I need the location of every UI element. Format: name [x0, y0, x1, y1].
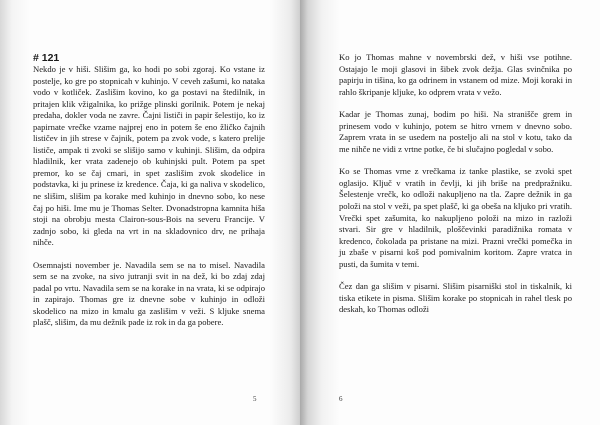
paragraph: Čez dan ga slišim v pisarni. Slišim pisarniški stol in tiskalnik, ki tiska etikete in pisma. Slišim korake po stopnicah in rahel tlesk po deskah, ko Thomas odloži — [339, 281, 572, 315]
paragraph: Nekdo je v hiši. Slišim ga, ko hodi po sobi zgoraj. Ko vstane iz postelje, ko gre po stopnicah v kuhinjo. V ceveh zašumi, ko nataka vodo v kotliček. Zaslišim kovino, ko ga postavi na štedilnik, in pritajen klik vžigalnika, ko prižge plinski gorilnik. Potem je nekaj predaha, dokler voda ne zavre. Čajni lističi in papir šelestijo, ko iz papirnate vrečke vzame najprej eno in potem še eno žličko čajnih lističev in jih strese v čajnik, potem pa zvok vode, s katero prelije lističe, ampak ti zvoki se slišijo samo v kuhinji. Slišim, da odpira hladilnik, ker vrata zadenejo ob kuhinjski pult. Potem pa spet premor, ko se čaj cmari, in spet zaslišim zvok skodelice in podstavka, ki ju prinese iz kredence. Čaja, ki ga naliva v skodelico, ne slišim, slišim pa korake med kuhinjo in dnevno sobo, ko nese čaj po hiši. Ime mu je Thomas Selter. Dvonadstropna kamnita hiša stoji na obrobju mesta Clairon-sous-Bois na severu Francije. V zadnjo sobo, ki gleda na vrt in na skladovnico drv, ne prihaja nihče. — [33, 64, 265, 248]
paragraph: Osemnajsti november je. Navadila sem se na to misel. Navadila sem se na zvoke, na sivo jutranji svit in na dež, ki bo zdaj zdaj padal po vrtu. Navadila sem se na korake in na vrata, ki se odpirajo in zapirajo. Thomas gre iz dnevne sobe v kuhinjo in odloži skodelico na mizo in kmalu ga zaslišim v veži. S kljuke snema plašč, slišim, da mu dežnik pade iz rok in da ga pobere. — [33, 259, 265, 328]
paragraph: Ko jo Thomas mahne v novembrski dež, v hiši vse potihne. Ostajajo le moji glasovi in šibek zvok dežja. Glas svinčnika po papirju in tišina, ko ga odrinem in vstanem od mize. Moji koraki in rahlo škripanje kljuke, ko odprem vrata v vežo. — [339, 52, 572, 97]
section-heading: # 121 — [33, 52, 60, 64]
paragraph: Kadar je Thomas zunaj, bodim po hiši. Na stranišče grem in prinesem vodo v kuhinjo, potem se hitro vrnem v dnevno sobo. Zaprem vrata in se usedem na posteljo ali na stol v kotu, tako da me nihče ne vidi z vrtne potke, če bi slučajno pogledal v sobo. — [339, 109, 572, 154]
right-page-text — [339, 52, 572, 316]
paragraph: Ko se Thomas vrne z vrečkama iz tanke plastike, se zvoki spet oglasijo. Ključ v vratih in čevlji, ki jih briše na predpražniku. Šelestenje vrečk, ko odloži nakupljeno na tla. Zapre dežnik in ga položi na stol v veži, pa spet plašč, ki ga obeša na kljuko pri vratih. Vrečki spet zašumita, ko nakupljeno položi na mizo in razloži stvari. Sir gre v hladilnik, ploščevinki paradižnika romata v kredenco, čokolada pa pristane na mizi. Prazni vrečki pomečka in ju zbaše v pisarni koš pod pomivalnim koritom. Zapre vratca in pusti, da šumita v temi. — [339, 166, 572, 269]
left-page-text — [33, 52, 265, 329]
page-number-right: 6 — [339, 395, 343, 403]
page-number-left: 5 — [253, 395, 257, 403]
